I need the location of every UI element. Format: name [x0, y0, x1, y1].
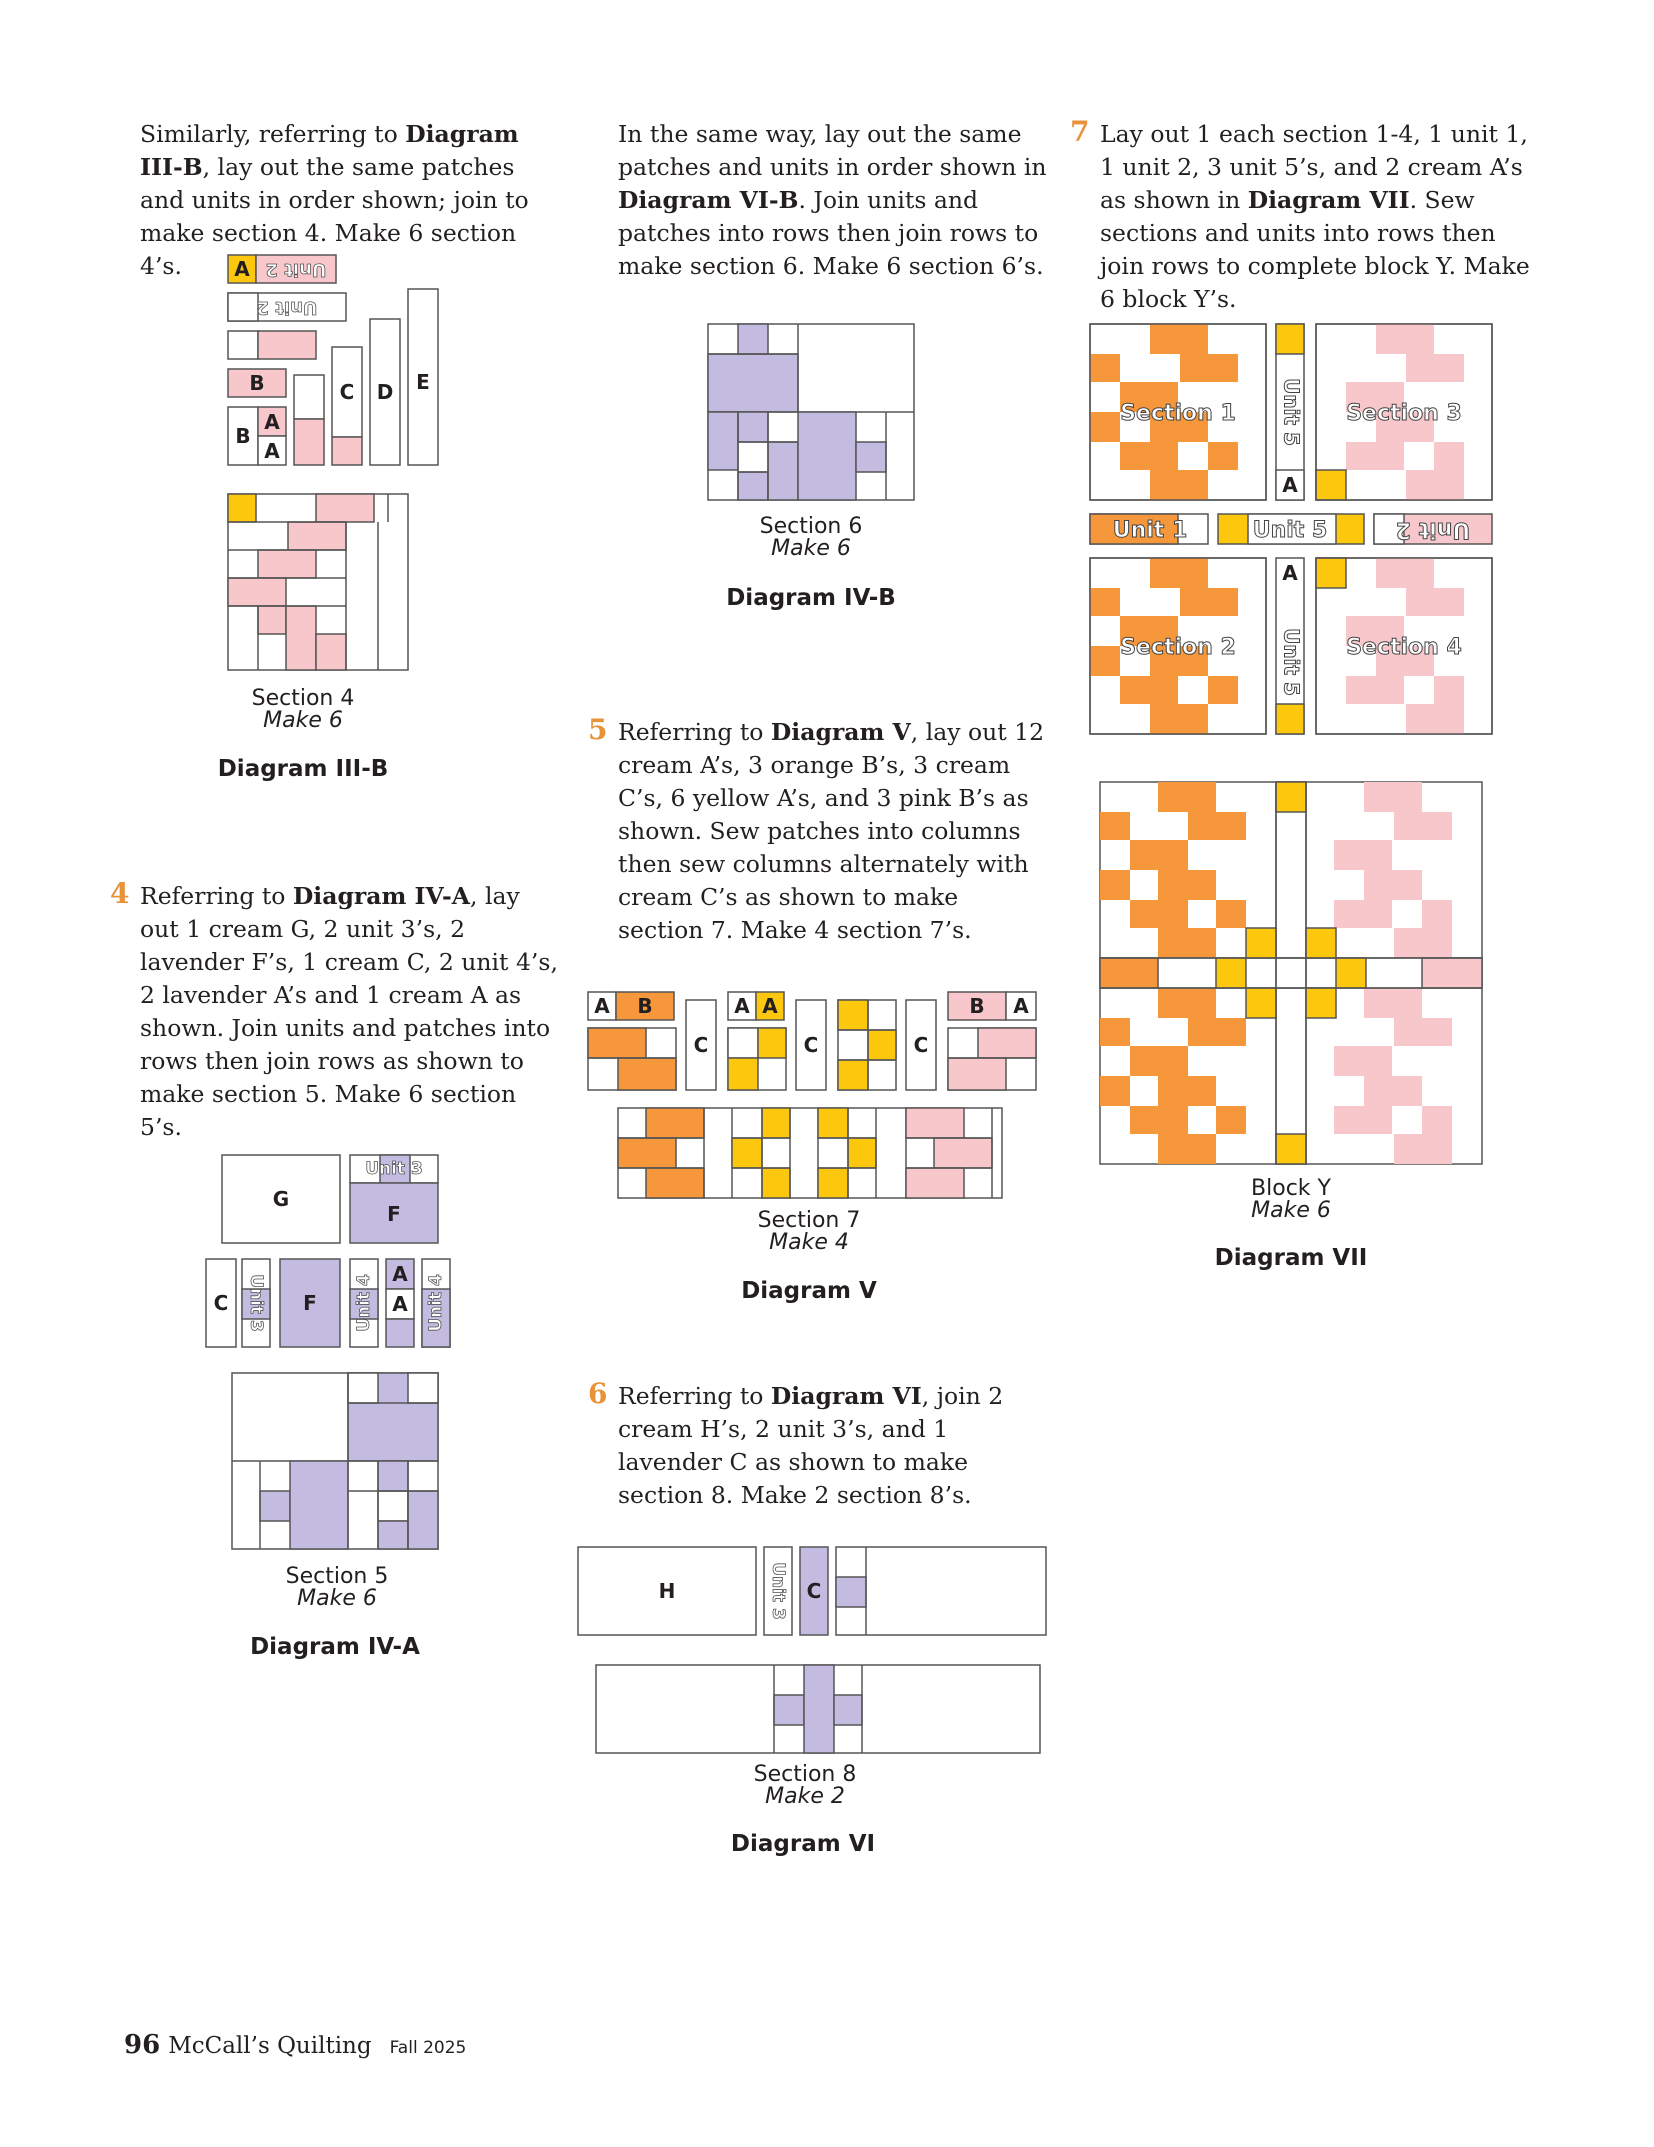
patch-label-c: C [693, 1033, 709, 1057]
text: . Sew sections and units into rows then join rows to complete block Y. Make 6 block Y’s. [1100, 186, 1530, 313]
patch-label-a: A [234, 257, 250, 281]
patch-label-b: B [637, 994, 653, 1018]
text: In the same way, lay out the same patches and units in order shown in [618, 120, 1047, 181]
magazine-name: McCall’s Quilting [168, 2033, 372, 2059]
section-5-caption [262, 1566, 412, 1610]
patch-label-b: B [249, 371, 265, 395]
diagram-vii-layout [1090, 324, 1500, 744]
patch-label-f: F [303, 1291, 317, 1315]
section-name: Section 7 [757, 1208, 861, 1233]
diagram-vii-title: Diagram VII [1214, 1245, 1368, 1271]
step-number: 6 [588, 1377, 608, 1410]
make-count: Make 2 [765, 1784, 845, 1809]
patch-label-a: A [594, 994, 610, 1018]
step-4-paragraph [110, 877, 560, 1144]
unit-4-label: Unit 4 [354, 1274, 374, 1332]
patch-label-c: C [803, 1033, 819, 1057]
unit-2-label: Unit 2 [265, 259, 327, 280]
patch-label-a: A [392, 1262, 408, 1286]
issue-name: Fall 2025 [389, 2038, 467, 2058]
step-7-paragraph [1070, 115, 1540, 316]
text: Referring to [140, 882, 293, 910]
step-6-paragraph [588, 1377, 1048, 1512]
text: , lay out 12 cream A’s, 3 orange B’s, 3 cream C’s, 6 yellow A’s, and 3 pink B’s as shown. Sew patches into columns then sew columns alternately with cream C’s as shown to make section 7. Make 4 section 7’s. [618, 718, 1045, 944]
make-count: Make 6 [297, 1586, 377, 1611]
section-4-label: Section 4 [1346, 635, 1462, 660]
section-8-caption [730, 1764, 880, 1808]
make-count: Make 6 [771, 536, 851, 561]
patch-label-a: A [1282, 561, 1298, 585]
patch-label-g: G [272, 1187, 290, 1211]
section-6-caption [736, 516, 886, 560]
unit-4-label: Unit 4 [426, 1274, 446, 1332]
step-number: 5 [588, 713, 608, 746]
section-name: Section 8 [753, 1762, 857, 1787]
patch-label-d: D [376, 380, 394, 404]
patch-label-f: F [387, 1202, 401, 1226]
diagram-v-layout [588, 992, 1038, 1090]
section-7-caption [734, 1210, 884, 1254]
page-footer [124, 2030, 466, 2060]
patch-label-b: B [235, 424, 251, 448]
diagram-iiib-layout [228, 255, 448, 465]
section-4-assembled [228, 494, 408, 670]
unit-1-label: Unit 1 [1112, 518, 1188, 543]
text: , lay out the same patches and units in order shown; join to make section 4. Make 6 section 4’s. [140, 153, 529, 280]
diagram-ref: Diagram VI-B [618, 186, 799, 214]
step-5-paragraph [588, 713, 1048, 947]
diagram-ref: Diagram VI [770, 1382, 922, 1410]
section-8-assembled [596, 1665, 1040, 1755]
unit-3-label: Unit 3 [246, 1274, 266, 1332]
diagram-ref: Diagram IV-A [292, 882, 471, 910]
text: Referring to [618, 1382, 771, 1410]
patch-label-a: A [734, 994, 750, 1018]
unit-2-label: Unit 2 [256, 297, 318, 318]
patch-label-a: A [1013, 994, 1029, 1018]
patch-label-e: E [416, 370, 430, 394]
patch-label-c: C [913, 1033, 929, 1057]
patch-label-c: C [213, 1291, 229, 1315]
unit-5-label: Unit 5 [1252, 518, 1328, 543]
unit-2-label: Unit 2 [1395, 517, 1471, 542]
text: , lay out 1 cream G, 2 unit 3’s, 2 lavender F’s, 1 cream C, 2 unit 4’s, 2 lavender A’s and 1 cream A as shown. Join units and patches into rows then join rows as shown to make section 5. Make 6 section 5’s. [140, 882, 558, 1141]
diagram-vi-title: Diagram VI [730, 1831, 876, 1857]
step-number: 7 [1070, 115, 1090, 148]
section-7-assembled [618, 1108, 1002, 1198]
section-5-assembled [232, 1373, 438, 1549]
diagram-v-title: Diagram V [741, 1278, 877, 1304]
make-count: Make 6 [1251, 1198, 1331, 1223]
patch-label-a: A [392, 1292, 408, 1316]
diagram-iva-layout [206, 1155, 456, 1345]
unit-5-label: Unit 5 [1279, 628, 1304, 696]
patch-label-a: A [1282, 473, 1298, 497]
make-count: Make 4 [769, 1230, 849, 1255]
section-4-caption [228, 688, 378, 732]
section-name: Section 5 [285, 1564, 389, 1589]
make-count: Make 6 [263, 708, 343, 733]
patch-label-h: H [658, 1579, 676, 1603]
diagram-ivb-title: Diagram IV-B [726, 585, 896, 611]
text: Lay out 1 each section 1-4, 1 unit 1, 1 unit 2, 3 unit 5’s, and 2 cream A’s as shown in [1100, 120, 1528, 214]
step-number: 4 [110, 877, 130, 910]
section-3-label: Section 3 [1346, 401, 1462, 426]
patch-label-a: A [264, 439, 280, 463]
block-name: Block Y [1251, 1176, 1331, 1201]
text: , join 2 cream H’s, 2 unit 3’s, and 1 lavender C as shown to make section 8. Make 2 section 8’s. [618, 1382, 1004, 1509]
diagram-ref: Diagram III-B [140, 120, 519, 181]
unit-3-label: Unit 3 [365, 1159, 423, 1179]
diagram-vi-layout [578, 1547, 1048, 1637]
section-name: Section 4 [251, 686, 355, 711]
section-6-assembled [708, 324, 914, 500]
text: . Join units and patches into rows then join rows to make section 6. Make 6 section 6’s. [618, 186, 1044, 280]
patch-label-c: C [339, 380, 355, 404]
unit-5-label: Unit 5 [1279, 378, 1304, 446]
section-1-label: Section 1 [1120, 401, 1236, 426]
intro-paragraph-section-6 [618, 118, 1048, 283]
diagram-iiib-title: Diagram III-B [217, 756, 389, 782]
text: Referring to [618, 718, 771, 746]
patch-label-b: B [969, 994, 985, 1018]
patch-label-a: A [264, 410, 280, 434]
page-number: 96 [124, 2030, 161, 2060]
text: Similarly, referring to [140, 120, 406, 148]
patch-label-a: A [762, 994, 778, 1018]
unit-3-label: Unit 3 [768, 1562, 788, 1620]
block-y-caption [1216, 1178, 1366, 1222]
diagram-ref: Diagram VII [1247, 186, 1410, 214]
diagram-iva-title: Diagram IV-A [250, 1634, 420, 1660]
block-y-assembled [1100, 782, 1482, 1164]
patch-label-c: C [806, 1579, 822, 1603]
diagram-ref: Diagram V [770, 718, 911, 746]
section-name: Section 6 [759, 514, 863, 539]
section-2-label: Section 2 [1120, 635, 1236, 660]
